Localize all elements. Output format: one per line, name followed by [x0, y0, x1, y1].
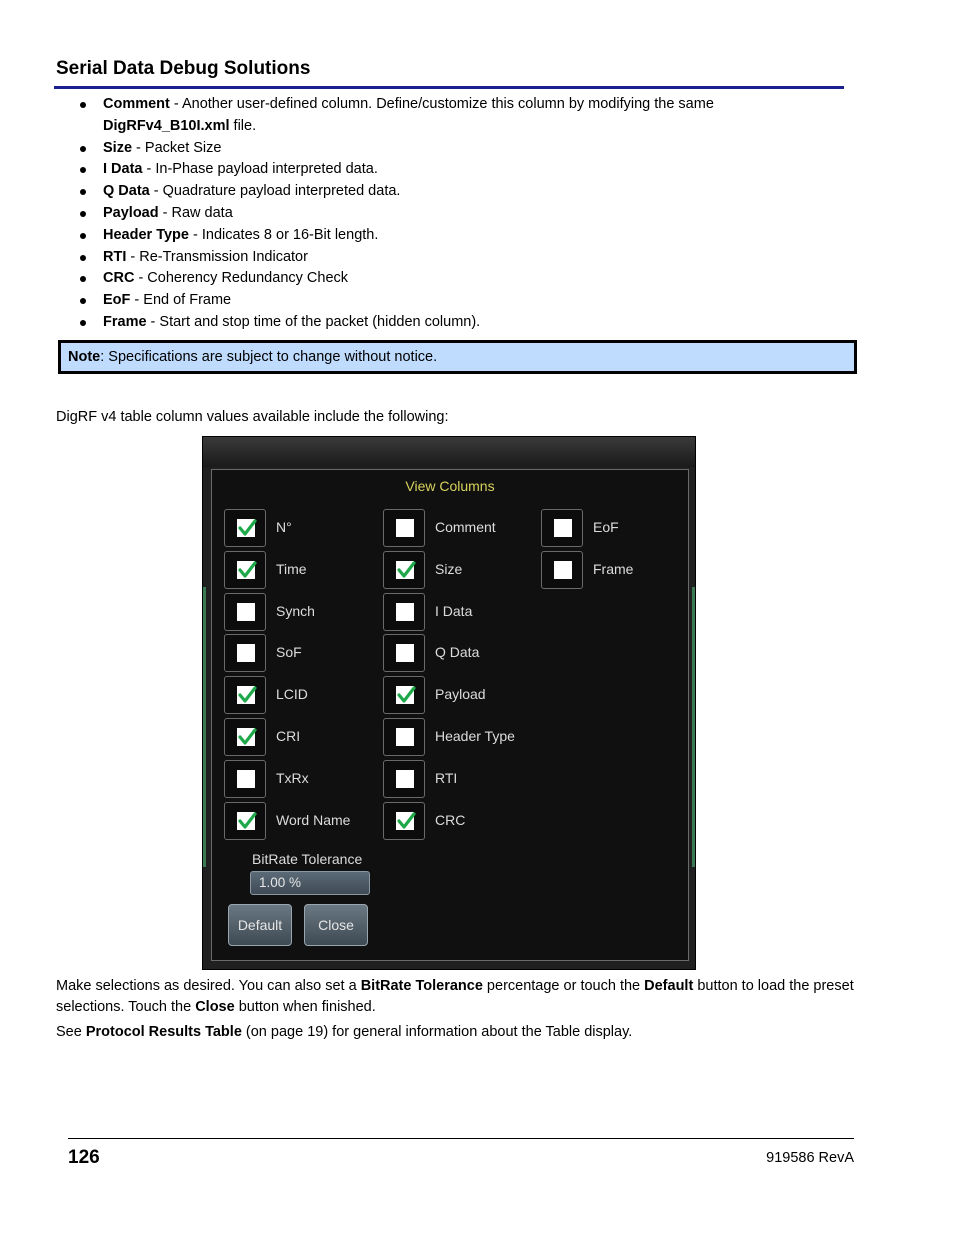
checkbox-square — [396, 519, 414, 537]
checkbox-rti[interactable] — [383, 760, 425, 798]
checkbox-label: EoF — [593, 519, 619, 535]
dialog-title-bar — [203, 437, 695, 467]
checkmark-icon — [236, 559, 258, 581]
checkbox-square — [237, 603, 255, 621]
checkbox-txrx[interactable] — [224, 760, 266, 798]
list-item — [56, 312, 816, 334]
footer-rule — [68, 1138, 854, 1139]
list-item — [56, 159, 816, 181]
checkmark-icon — [236, 810, 258, 832]
list-item-term: CRC — [103, 270, 135, 287]
checkbox-eof[interactable] — [541, 509, 583, 547]
section-title: Serial Data Debug Solutions — [56, 58, 311, 79]
checkbox-square — [237, 770, 255, 788]
list-item-text: - Re-Transmission Indicator — [126, 248, 308, 265]
list-item — [56, 94, 816, 138]
text-run: percentage or touch the — [482, 978, 645, 994]
checkbox-label: Size — [435, 561, 463, 577]
list-item — [56, 181, 816, 203]
checkbox-label: N° — [276, 519, 292, 535]
list-item-text: - End of Frame — [130, 292, 232, 309]
checkbox-square — [554, 519, 572, 537]
default-button[interactable]: Default — [228, 904, 292, 946]
list-item-text: - Packet Size — [132, 139, 222, 156]
list-item-text: - In-Phase payload interpreted data. — [142, 161, 378, 178]
list-item — [56, 138, 816, 160]
bitrate-tolerance-input[interactable]: 1.00 % — [250, 871, 370, 895]
list-item-term: I Data — [103, 161, 143, 178]
bitrate-tolerance-label: BitRate Tolerance — [252, 851, 363, 867]
checkbox-cri[interactable] — [224, 718, 266, 756]
list-item-filename: DigRFv4_B10I.xml — [103, 117, 230, 134]
checkbox-label: SoF — [276, 644, 302, 660]
checkbox-label: Word Name — [276, 812, 351, 828]
checkbox-square — [237, 644, 255, 662]
checkbox-header-type[interactable] — [383, 718, 425, 756]
checkbox-label: Comment — [435, 519, 496, 535]
list-item-text: - Start and stop time of the packet (hidden column). — [146, 313, 481, 330]
list-item — [56, 203, 816, 225]
checkbox-word-name[interactable] — [224, 802, 266, 840]
checkbox-square — [396, 603, 414, 621]
note-label: Note — [68, 349, 101, 365]
checkmark-icon — [395, 684, 417, 706]
bold-term: Protocol Results Table — [85, 1024, 242, 1040]
text-run: button to load the preset selections. Touch the — [56, 978, 854, 1015]
checkbox-n[interactable] — [224, 509, 266, 547]
checkmark-icon — [395, 810, 417, 832]
checkmark-icon — [236, 517, 258, 539]
list-item-term: EoF — [103, 292, 131, 309]
list-item-term: Payload — [103, 204, 159, 221]
bold-term: Close — [195, 999, 235, 1015]
title-rule — [54, 86, 844, 89]
checkbox-comment[interactable] — [383, 509, 425, 547]
checkbox-label: TxRx — [276, 770, 309, 786]
text-run: (on page 19) for general information about the Table display. — [241, 1024, 633, 1040]
left-edge-highlight — [203, 587, 206, 867]
checkbox-label: LCID — [276, 686, 308, 702]
list-item-text: - Raw data — [158, 204, 233, 221]
list-item-term: Comment — [103, 96, 170, 112]
list-item — [56, 247, 816, 269]
text-run: See — [56, 1024, 86, 1040]
checkbox-square — [554, 561, 572, 579]
checkbox-lcid[interactable] — [224, 676, 266, 714]
checkbox-synch[interactable] — [224, 593, 266, 631]
list-item-term: RTI — [103, 248, 127, 265]
list-item-term: Frame — [103, 313, 147, 330]
checkbox-payload[interactable] — [383, 676, 425, 714]
document-id: 919586 RevA — [766, 1150, 854, 1166]
list-item-term: Q Data — [103, 183, 150, 200]
checkbox-frame[interactable] — [541, 551, 583, 589]
text-run: button when finished. — [234, 999, 376, 1015]
checkbox-crc[interactable] — [383, 802, 425, 840]
intro-text: DigRF v4 table column values available include the following: — [56, 409, 449, 425]
right-edge-highlight — [692, 587, 695, 867]
checkbox-square — [396, 728, 414, 746]
list-item-text: - Another user-defined column. Define/customize this column by modifying the same — [169, 96, 714, 112]
column-description-list — [56, 94, 816, 334]
dialog-panel — [211, 469, 689, 961]
checkbox-label: I Data — [435, 603, 473, 619]
dialog-title: View Columns — [405, 478, 495, 494]
bold-term: BitRate Tolerance — [360, 978, 483, 994]
list-item-text: - Quadrature payload interpreted data. — [149, 183, 401, 200]
checkbox-label: Time — [276, 561, 307, 577]
note-box — [58, 340, 857, 374]
list-item-term: Size — [103, 139, 133, 156]
close-button[interactable]: Close — [304, 904, 368, 946]
page-number: 126 — [68, 1147, 100, 1168]
checkmark-icon — [236, 726, 258, 748]
see-also-paragraph — [56, 1024, 632, 1040]
checkbox-label: Frame — [593, 561, 634, 577]
checkbox-label: CRI — [276, 728, 301, 744]
list-item — [56, 290, 816, 312]
text-run: Make selections as desired. You can also set a — [56, 978, 361, 994]
checkbox-label: Q Data — [435, 644, 480, 660]
checkmark-icon — [395, 559, 417, 581]
note-text: : Specifications are subject to change without notice. — [100, 349, 438, 365]
list-item — [56, 268, 816, 290]
list-item-text: - Coherency Redundancy Check — [134, 270, 349, 287]
list-item-text: - Indicates 8 or 16-Bit length. — [188, 226, 379, 243]
checkbox-label: Header Type — [435, 728, 515, 744]
list-item — [56, 225, 816, 247]
checkbox-square — [396, 770, 414, 788]
list-item-text: file. — [229, 117, 257, 134]
checkbox-q-data[interactable] — [383, 634, 425, 672]
checkmark-icon — [236, 684, 258, 706]
checkbox-i-data[interactable] — [383, 593, 425, 631]
checkbox-label: Synch — [276, 603, 315, 619]
checkbox-time[interactable] — [224, 551, 266, 589]
checkbox-label: CRC — [435, 812, 466, 828]
bold-term: Default — [644, 978, 694, 994]
checkbox-square — [396, 644, 414, 662]
checkbox-label: RTI — [435, 770, 458, 786]
checkbox-label: Payload — [435, 686, 486, 702]
instructions-paragraph — [56, 976, 856, 1018]
checkbox-size[interactable] — [383, 551, 425, 589]
view-columns-dialog — [202, 436, 696, 970]
list-item-term: Header Type — [103, 226, 189, 243]
checkbox-sof[interactable] — [224, 634, 266, 672]
